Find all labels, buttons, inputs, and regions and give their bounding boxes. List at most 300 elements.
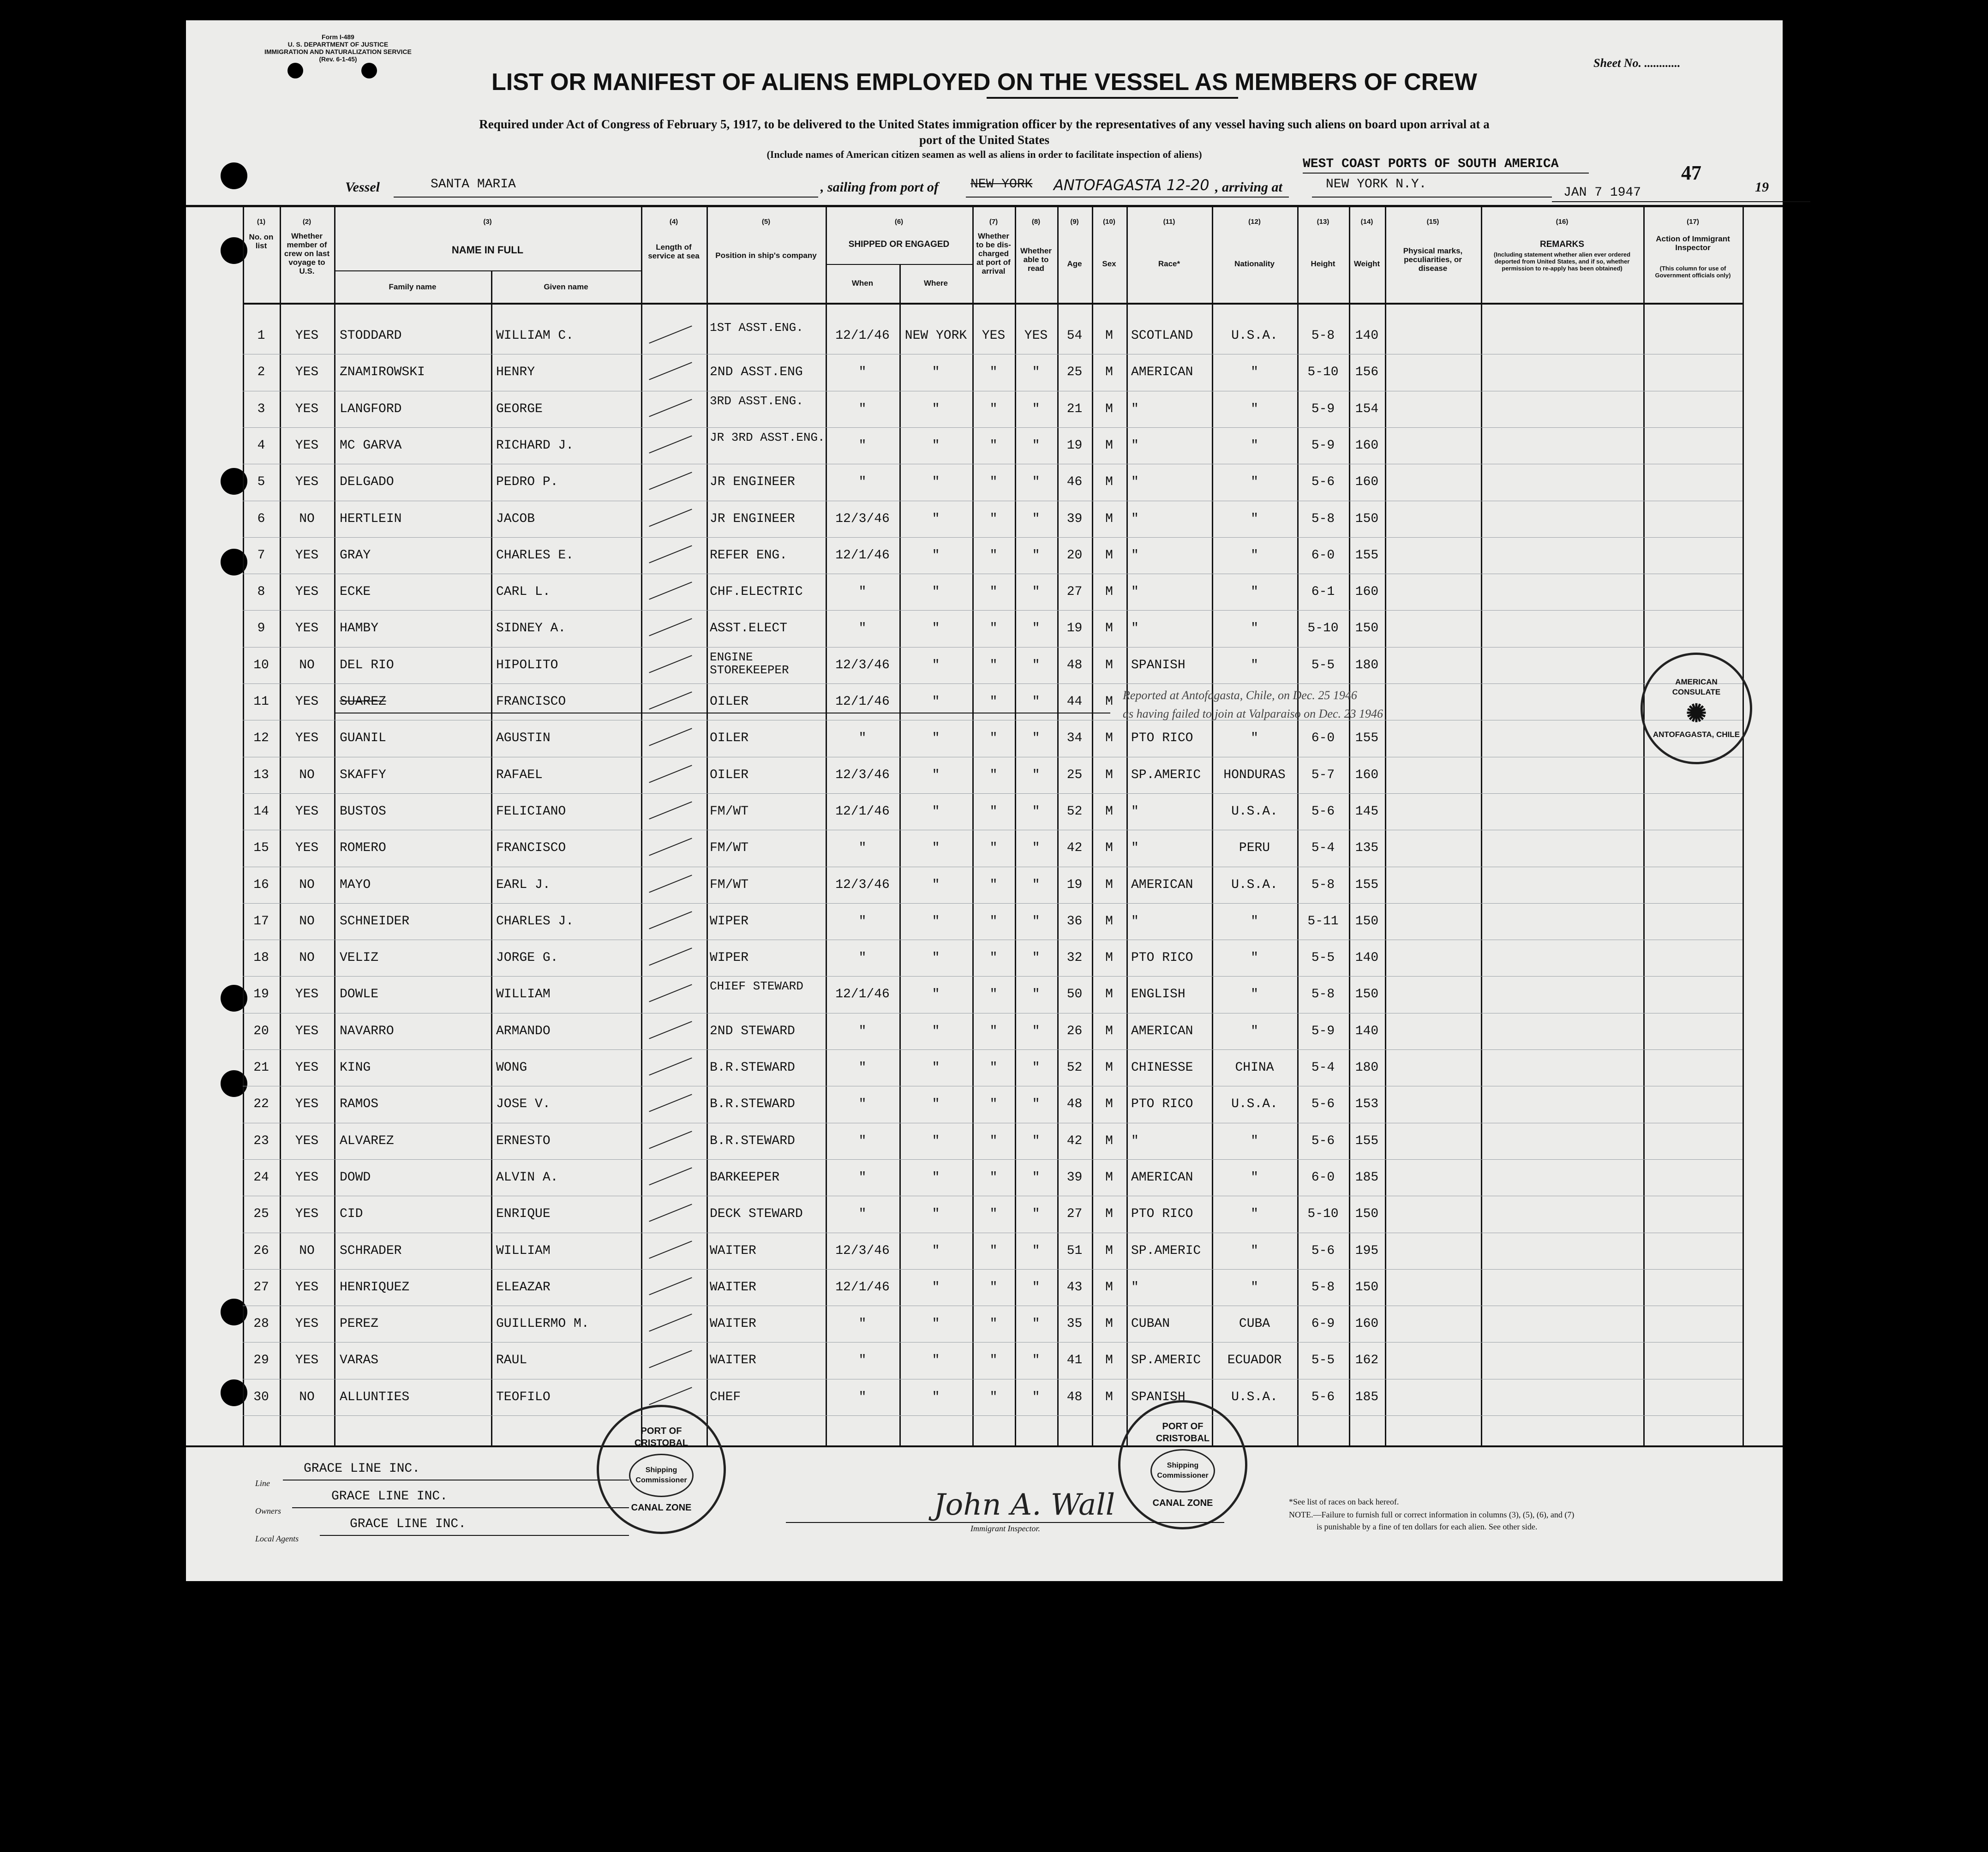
- cell-prev: YES: [295, 1207, 319, 1222]
- agents-value: GRACE LINE INC.: [350, 1517, 467, 1531]
- cell-no: 1: [257, 329, 265, 343]
- cell-nat: PERU: [1239, 841, 1270, 856]
- header-family-name: Family name: [389, 282, 437, 291]
- cell-no: 12: [253, 731, 269, 746]
- inspector-label: Immigrant Inspector.: [970, 1524, 1040, 1533]
- cell-position: B.R.STEWARD: [710, 1133, 795, 1148]
- service-tick: [649, 1241, 692, 1259]
- cell-height: 5-6: [1311, 1243, 1335, 1258]
- cell-weight: 160: [1355, 475, 1379, 490]
- cell-nat: ": [1251, 951, 1258, 965]
- cell-disch: ": [989, 1170, 998, 1185]
- cell-no: 21: [253, 1061, 269, 1075]
- cell-family: HAMBY: [340, 621, 379, 636]
- cell-where: ": [932, 1061, 940, 1075]
- cell-weight: 185: [1355, 1170, 1379, 1185]
- service-tick: [649, 509, 692, 527]
- cell-position: REFER ENG.: [710, 548, 788, 563]
- page-number: 47: [1681, 162, 1701, 184]
- cell-given: JOSE V.: [496, 1097, 551, 1112]
- cell-when: ": [858, 914, 867, 929]
- service-tick: [649, 1204, 692, 1222]
- cell-family: DELGADO: [340, 475, 394, 490]
- cell-family: SCHNEIDER: [340, 914, 410, 929]
- header-remarks: REMARKS: [1539, 240, 1585, 249]
- cell-family: ROMERO: [340, 841, 386, 856]
- cell-height: 5-10: [1307, 1207, 1339, 1222]
- cell-weight: 150: [1355, 1207, 1379, 1222]
- cell-read: ": [1032, 767, 1040, 782]
- cell-given: JACOB: [496, 511, 535, 526]
- cell-weight: 160: [1355, 585, 1379, 599]
- cell-position: ASST.ELECT: [710, 621, 788, 636]
- cell-nat: U.S.A.: [1231, 804, 1278, 819]
- reported-note: Reported at Antofagasta, Chile, on Dec. 25 1946: [1123, 689, 1357, 702]
- cell-sex: M: [1105, 511, 1113, 526]
- cell-no: 9: [257, 621, 265, 636]
- cell-disch: ": [989, 731, 998, 746]
- cell-height: 5-9: [1311, 1024, 1335, 1038]
- col-num: (16): [1556, 218, 1569, 226]
- cristobal-stamp-top: PORT OF CRISTOBAL: [1156, 1421, 1210, 1444]
- cell-disch: ": [989, 1353, 998, 1368]
- cell-when: ": [858, 585, 867, 599]
- cell-no: 28: [253, 1317, 269, 1331]
- cell-race: AMERICAN: [1131, 1170, 1193, 1185]
- col-num: (5): [761, 218, 771, 226]
- cell-when: ": [858, 1024, 867, 1038]
- field-line: [394, 197, 818, 198]
- col-num: (4): [669, 218, 678, 226]
- vessel-label: Vessel: [345, 180, 380, 195]
- cell-prev: YES: [295, 548, 319, 563]
- consulate-stamp-bottom: ANTOFAGASTA, CHILE: [1653, 730, 1740, 739]
- cell-position: WAITER: [710, 1317, 756, 1331]
- cell-position: FM/WT: [710, 804, 749, 819]
- cell-disch: ": [989, 621, 998, 636]
- cell-where: ": [932, 365, 940, 380]
- cell-position: DECK STEWARD: [710, 1207, 803, 1222]
- header-sex: Sex: [1102, 259, 1116, 268]
- cell-prev: YES: [295, 475, 319, 490]
- service-tick: [649, 984, 692, 1002]
- cell-race: ": [1131, 511, 1139, 526]
- cell-read: ": [1032, 1390, 1040, 1404]
- cell-family: ALVAREZ: [340, 1133, 394, 1148]
- cell-race: ": [1131, 402, 1139, 416]
- cell-position: JR ENGINEER: [710, 511, 795, 526]
- col-num: (15): [1426, 218, 1439, 226]
- cell-prev: YES: [295, 1170, 319, 1185]
- cell-no: 13: [253, 767, 269, 782]
- cell-race: ": [1131, 1280, 1139, 1295]
- cell-where: ": [932, 951, 940, 965]
- cell-race: ENGLISH: [1131, 987, 1186, 1002]
- row-line: [243, 793, 1742, 794]
- cell-read: ": [1032, 511, 1040, 526]
- cell-race: AMERICAN: [1131, 877, 1193, 892]
- cell-height: 5-5: [1311, 951, 1335, 965]
- row-line: [243, 683, 1742, 684]
- cell-when: ": [858, 402, 867, 416]
- cell-family: CID: [340, 1207, 363, 1222]
- service-tick: [649, 1313, 692, 1331]
- cell-disch: ": [989, 1280, 998, 1295]
- cell-nat: ": [1251, 1243, 1258, 1258]
- cell-height: 5-6: [1311, 1133, 1335, 1148]
- cell-height: 5-8: [1311, 1280, 1335, 1295]
- cell-nat: HONDURAS: [1223, 767, 1286, 782]
- cell-nat: ": [1251, 1170, 1258, 1185]
- header-weight: Weight: [1353, 259, 1380, 268]
- cell-family: DOWLE: [340, 987, 379, 1002]
- form-identifier: [264, 33, 412, 63]
- cell-nat: CHINA: [1235, 1061, 1274, 1075]
- cell-age: 19: [1066, 877, 1083, 892]
- service-tick: [649, 399, 692, 417]
- line-value: GRACE LINE INC.: [304, 1462, 420, 1476]
- include-note: (Include names of American citizen seamen as well as aliens in order to facilitate inspection of aliens): [766, 149, 1202, 160]
- cell-read: ": [1032, 1133, 1040, 1148]
- header-inspector-note: (This column for use of Government officials only): [1655, 265, 1731, 279]
- header-name-in-full: NAME IN FULL: [451, 244, 524, 256]
- cell-age: 52: [1066, 804, 1083, 819]
- cell-where: ": [932, 731, 940, 746]
- cell-sex: M: [1105, 585, 1113, 599]
- cell-given: CARL L.: [496, 585, 551, 599]
- cell-no: 16: [253, 877, 269, 892]
- cell-where: ": [932, 1097, 940, 1112]
- cell-read: ": [1032, 1317, 1040, 1331]
- fine-note-2: is punishable by a fine of ten dollars for each alien. See other side.: [1317, 1522, 1538, 1531]
- cell-family: PEREZ: [340, 1317, 379, 1331]
- cell-race: SP.AMERIC: [1131, 1243, 1201, 1258]
- cell-where: ": [932, 804, 940, 819]
- cell-sex: M: [1105, 914, 1113, 929]
- row-line: [243, 1269, 1742, 1270]
- cell-read: ": [1032, 987, 1040, 1002]
- col-num: (3): [483, 218, 492, 226]
- cell-when: 12/1/46: [835, 804, 890, 819]
- cell-race: AMERICAN: [1131, 365, 1193, 380]
- cell-race: ": [1131, 475, 1139, 490]
- sailing-port-struck: NEW YORK: [970, 177, 1033, 192]
- header-shipped-when: When: [851, 279, 874, 288]
- cell-weight: 140: [1355, 329, 1379, 343]
- cell-race: CUBAN: [1131, 1317, 1170, 1331]
- cell-sex: M: [1105, 1170, 1113, 1185]
- cell-where: ": [932, 1243, 940, 1258]
- consulate-stamp-top: AMERICAN CONSULATE: [1672, 677, 1721, 696]
- cell-given: ELEAZAR: [496, 1280, 551, 1295]
- cell-weight: 150: [1355, 511, 1379, 526]
- cell-read: ": [1032, 585, 1040, 599]
- cell-disch: ": [989, 1317, 998, 1331]
- service-tick: [649, 1131, 692, 1149]
- cell-height: 5-6: [1311, 1097, 1335, 1112]
- cell-weight: 155: [1355, 731, 1379, 746]
- cell-no: 25: [253, 1207, 269, 1222]
- cell-position: JR ENGINEER: [710, 475, 795, 490]
- sailing-port-handwritten: ANTOFAGASTA 12-20: [1054, 176, 1210, 194]
- cell-disch: ": [989, 475, 998, 490]
- revision: (Rev. 6-1-45): [319, 55, 357, 63]
- cristobal-stamp-center: Shipping Commissioner: [629, 1454, 694, 1497]
- cell-height: 5-6: [1311, 1390, 1335, 1404]
- cell-given: CHARLES E.: [496, 548, 574, 563]
- cell-nat: ": [1251, 365, 1258, 380]
- row-line: [243, 976, 1742, 977]
- cell-sex: M: [1105, 1353, 1113, 1368]
- cell-race: PTO RICO: [1131, 1207, 1193, 1222]
- cell-nat: ": [1251, 621, 1258, 636]
- cell-given: PEDRO P.: [496, 475, 558, 490]
- cell-family: BUSTOS: [340, 804, 386, 819]
- cell-disch: ": [989, 438, 998, 453]
- cell-read: ": [1032, 1061, 1040, 1075]
- service-tick: [649, 911, 692, 929]
- cell-position: BARKEEPER: [710, 1170, 780, 1185]
- cell-age: 46: [1066, 475, 1083, 490]
- cell-position: 3RD ASST.ENG.: [710, 394, 803, 408]
- cristobal-stamp: [1118, 1400, 1247, 1529]
- cell-sex: M: [1105, 731, 1113, 746]
- cell-when: 12/1/46: [835, 695, 890, 709]
- cell-nat: U.S.A.: [1231, 1097, 1278, 1112]
- header-age: Age: [1067, 259, 1082, 268]
- cell-given: RICHARD J.: [496, 438, 574, 453]
- cell-weight: 150: [1355, 987, 1379, 1002]
- service-tick: [649, 691, 692, 709]
- cell-race: ": [1131, 841, 1139, 856]
- cell-given: WILLIAM C.: [496, 329, 574, 343]
- cell-prev: NO: [299, 1243, 315, 1258]
- cell-position: WIPER: [710, 914, 749, 929]
- cell-race: SPANISH: [1131, 658, 1186, 672]
- cell-family: HENRIQUEZ: [340, 1280, 410, 1295]
- cell-height: 5-9: [1311, 402, 1335, 416]
- form-number: Form I-489: [322, 33, 354, 41]
- cell-disch: ": [989, 841, 998, 856]
- cell-age: 19: [1066, 438, 1083, 453]
- row-line: [243, 1049, 1742, 1050]
- cell-weight: 150: [1355, 1280, 1379, 1295]
- header-no-on-list: No. on list: [249, 233, 274, 250]
- cell-where: ": [932, 511, 940, 526]
- cell-where: ": [932, 585, 940, 599]
- cell-weight: 140: [1355, 1024, 1379, 1038]
- owners-label: Owners: [255, 1506, 281, 1516]
- cell-position: WAITER: [710, 1280, 756, 1295]
- cell-no: 8: [257, 585, 265, 599]
- cell-when: 12/1/46: [835, 1280, 890, 1295]
- cell-family: ALLUNTIES: [340, 1390, 410, 1404]
- cell-family: STODDARD: [340, 329, 402, 343]
- cell-position: CHF.ELECTRIC: [710, 585, 803, 599]
- cell-position: FM/WT: [710, 841, 749, 856]
- cell-given: FELICIANO: [496, 804, 566, 819]
- row-line: [243, 1159, 1742, 1160]
- cell-read: ": [1032, 548, 1040, 563]
- col-num: (13): [1317, 218, 1329, 226]
- cell-read: ": [1032, 1024, 1040, 1038]
- service-tick: [649, 1350, 692, 1368]
- cell-sex: M: [1105, 365, 1113, 380]
- cell-no: 27: [253, 1280, 269, 1295]
- cell-weight: 155: [1355, 877, 1379, 892]
- cell-when: 12/1/46: [835, 329, 890, 343]
- arriving-port: NEW YORK N.Y.: [1326, 177, 1427, 192]
- arriving-label: , arriving at: [1215, 180, 1282, 195]
- cell-weight: 160: [1355, 767, 1379, 782]
- cell-weight: 155: [1355, 548, 1379, 563]
- fine-note: NOTE.—Failure to furnish full or correct information in columns (3), (5), (6), and (7): [1289, 1510, 1575, 1519]
- cell-sex: M: [1105, 841, 1113, 856]
- cell-nat: U.S.A.: [1231, 1390, 1278, 1404]
- cell-weight: 153: [1355, 1097, 1379, 1112]
- cell-prev: YES: [295, 621, 319, 636]
- cell-nat: ": [1251, 1280, 1258, 1295]
- cell-given: WILLIAM: [496, 987, 551, 1002]
- cell-nat: ": [1251, 987, 1258, 1002]
- cell-no: 15: [253, 841, 269, 856]
- cell-height: 5-5: [1311, 1353, 1335, 1368]
- cell-weight: 156: [1355, 365, 1379, 380]
- cell-weight: 195: [1355, 1243, 1379, 1258]
- cell-no: 7: [257, 548, 265, 563]
- cell-age: 51: [1066, 1243, 1083, 1258]
- cell-when: 12/3/46: [835, 658, 890, 672]
- cell-no: 17: [253, 914, 269, 929]
- cell-no: 2: [257, 365, 265, 380]
- col-num: (2): [302, 218, 311, 226]
- service-tick: [649, 545, 692, 563]
- cell-read: ": [1032, 951, 1040, 965]
- service-tick: [649, 472, 692, 490]
- cell-height: 5-10: [1307, 621, 1339, 636]
- cell-read: ": [1032, 365, 1040, 380]
- cell-when: ": [858, 1061, 867, 1075]
- cell-when: ": [858, 621, 867, 636]
- owners-value: GRACE LINE INC.: [331, 1489, 448, 1504]
- cell-height: 5-9: [1311, 438, 1335, 453]
- cell-height: 5-11: [1307, 914, 1339, 929]
- cell-position: OILER: [710, 731, 749, 746]
- col-num: (7): [989, 218, 998, 226]
- ports-note: WEST COAST PORTS OF SOUTH AMERICA: [1303, 157, 1559, 171]
- cell-age: 48: [1066, 1097, 1083, 1112]
- cell-nat: U.S.A.: [1231, 877, 1278, 892]
- cell-disch: ": [989, 877, 998, 892]
- col-num: (6): [894, 218, 904, 226]
- cell-prev: NO: [299, 511, 315, 526]
- table-bottom-border: [186, 1445, 1783, 1447]
- cell-position: WAITER: [710, 1353, 756, 1368]
- header-length-service: Length of service at sea: [648, 243, 700, 260]
- cell-prev: NO: [299, 767, 315, 782]
- header-physical-marks: Physical marks, peculiarities, or disease: [1403, 246, 1463, 273]
- cell-where: ": [932, 1390, 940, 1404]
- cell-age: 41: [1066, 1353, 1083, 1368]
- cell-no: 3: [257, 402, 265, 416]
- cell-sex: M: [1105, 438, 1113, 453]
- cell-disch: ": [989, 695, 998, 709]
- cell-sex: M: [1105, 1097, 1113, 1112]
- cell-no: 4: [257, 438, 265, 453]
- required-note: Required under Act of Congress of February 5, 1917, to be delivered to the United States immigration officer by the representatives of any vessel having such aliens on board upon arrival at a: [479, 117, 1490, 131]
- cell-family: ZNAMIROWSKI: [340, 365, 425, 380]
- cell-nat: ": [1251, 658, 1258, 672]
- cell-where: ": [932, 695, 940, 709]
- cell-height: 5-8: [1311, 877, 1335, 892]
- cell-where: ": [932, 402, 940, 416]
- cell-sex: M: [1105, 804, 1113, 819]
- cell-read: ": [1032, 841, 1040, 856]
- cell-nat: CUBA: [1239, 1317, 1270, 1331]
- cell-nat: ": [1251, 585, 1258, 599]
- cell-prev: YES: [295, 438, 319, 453]
- cristobal-stamp: [597, 1405, 726, 1534]
- consulate-stamp: [1641, 653, 1752, 764]
- service-tick: [649, 1277, 692, 1295]
- row-line: [243, 610, 1742, 611]
- cell-race: PTO RICO: [1131, 951, 1193, 965]
- cell-where: ": [932, 1280, 940, 1295]
- cell-where: ": [932, 767, 940, 782]
- col-num: (10): [1103, 218, 1115, 226]
- cell-when: ": [858, 841, 867, 856]
- cell-when: 12/1/46: [835, 548, 890, 563]
- cell-position: 2ND ASST.ENG: [710, 365, 803, 380]
- cell-sex: M: [1105, 1280, 1113, 1295]
- cell-no: 19: [253, 987, 269, 1002]
- cell-disch: ": [989, 365, 998, 380]
- cell-weight: 155: [1355, 1133, 1379, 1148]
- row-line: [243, 903, 1742, 904]
- cell-race: SP.AMERIC: [1131, 767, 1201, 782]
- cell-when: 12/3/46: [835, 877, 890, 892]
- cell-nat: U.S.A.: [1231, 329, 1278, 343]
- cell-weight: 150: [1355, 914, 1379, 929]
- cell-disch: YES: [982, 329, 1006, 343]
- cell-sex: M: [1105, 1390, 1113, 1404]
- vessel-name: SANTA MARIA: [431, 177, 516, 192]
- cell-when: ": [858, 1390, 867, 1404]
- cell-height: 5-8: [1311, 987, 1335, 1002]
- header-given-name: Given name: [544, 282, 588, 291]
- cell-sex: M: [1105, 329, 1113, 343]
- cell-prev: YES: [295, 731, 319, 746]
- cell-no: 26: [253, 1243, 269, 1258]
- cell-given: HENRY: [496, 365, 535, 380]
- cell-read: ": [1032, 804, 1040, 819]
- col-num: (8): [1031, 218, 1041, 226]
- field-line: [966, 197, 1289, 198]
- cell-read: YES: [1024, 329, 1048, 343]
- cell-when: ": [858, 731, 867, 746]
- agents-label: Local Agents: [255, 1534, 299, 1543]
- service-tick: [649, 765, 692, 783]
- cristobal-stamp-center: Shipping Commissioner: [1150, 1449, 1215, 1492]
- cell-nat: ": [1251, 438, 1258, 453]
- cell-sex: M: [1105, 877, 1113, 892]
- cell-height: 5-4: [1311, 1061, 1335, 1075]
- cell-sex: M: [1105, 951, 1113, 965]
- cell-age: 50: [1066, 987, 1083, 1002]
- cell-position: 1ST ASST.ENG.: [710, 321, 803, 335]
- cell-when: ": [858, 438, 867, 453]
- cell-prev: YES: [295, 1024, 319, 1038]
